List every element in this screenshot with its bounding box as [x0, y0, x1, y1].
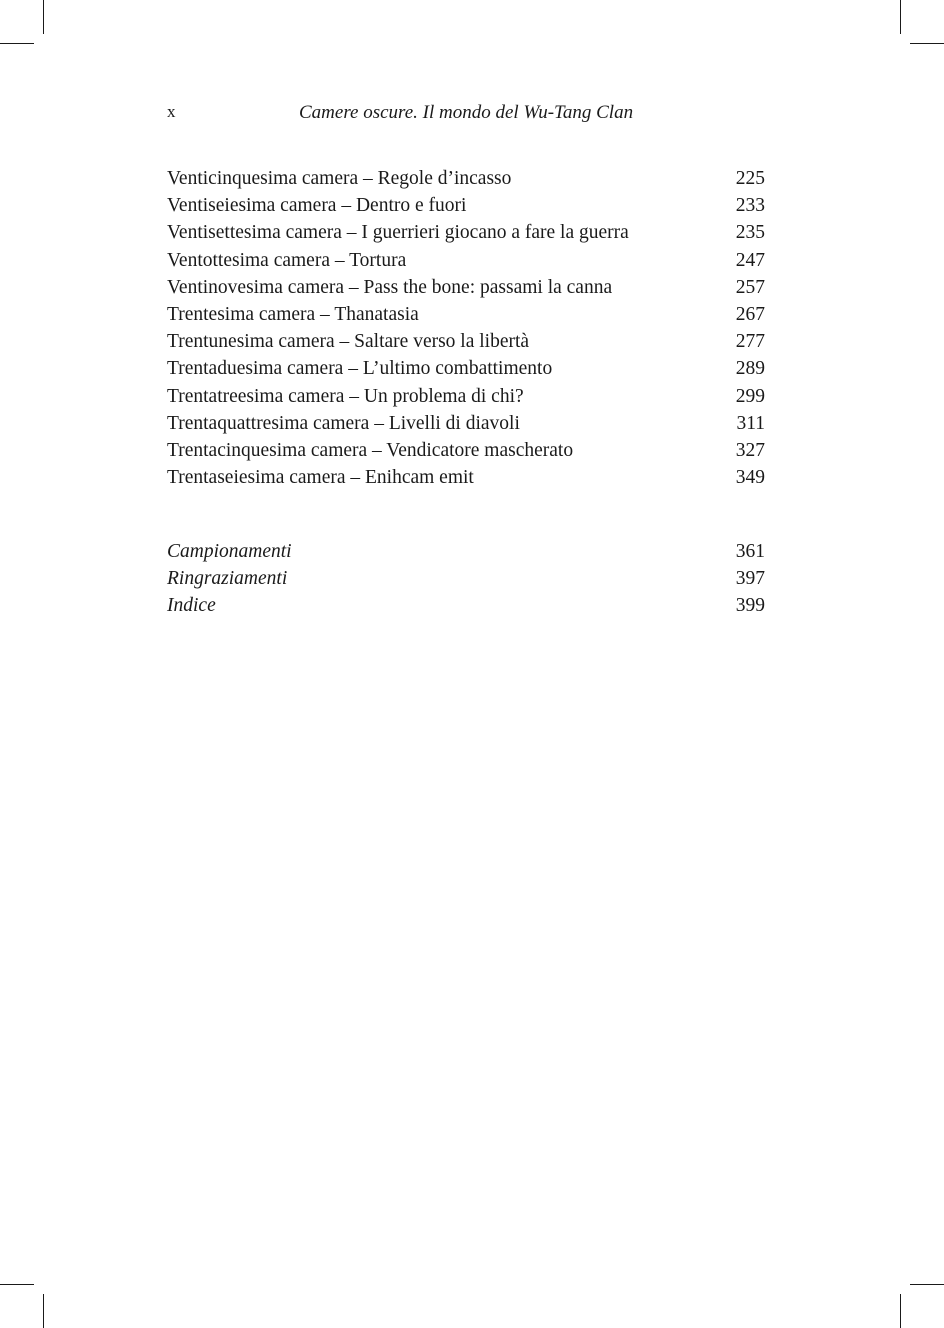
toc-entry-title: Venticinquesima camera – Regole d’incasso — [167, 168, 512, 189]
toc-back-entry — [167, 592, 765, 619]
toc-entry-title: Ventottesima camera – Tortura — [167, 249, 407, 271]
book-title: Camere oscure. Il mondo del Wu-Tang Clan — [299, 102, 634, 123]
toc-back-entry-page: 399 — [735, 595, 765, 617]
toc-back-entry — [167, 538, 765, 565]
crop-mark-bottom-right-horizontal — [910, 1284, 944, 1285]
toc-entry — [167, 219, 765, 246]
toc-entry-page: 257 — [735, 276, 765, 298]
toc-entry — [167, 274, 765, 301]
crop-mark-top-left-horizontal — [0, 43, 34, 44]
toc-entry — [167, 192, 765, 219]
toc-back-entry-page: 397 — [735, 568, 765, 590]
toc-entry — [167, 328, 765, 355]
toc-entry — [167, 247, 765, 274]
toc-back-entry — [167, 565, 765, 592]
toc-entry-title: Trentacinquesima camera – Vendicatore mascherato — [167, 439, 574, 461]
toc-entry — [167, 383, 765, 410]
toc-entry — [167, 165, 765, 192]
toc-entry-title: Trentatreesima camera – Un problema di chi? — [167, 385, 524, 407]
toc-back-entry-title: Ringraziamenti — [167, 568, 288, 590]
toc-entry-title: Ventinovesima camera – Pass the bone: passami la canna — [167, 276, 613, 298]
toc-back-matter-list — [167, 538, 765, 620]
toc-entry-page: 267 — [735, 303, 765, 325]
page-folio: x — [167, 102, 177, 121]
toc-entry-page: 299 — [735, 385, 765, 407]
toc-entry-page: 289 — [735, 358, 765, 380]
toc-entry — [167, 301, 765, 328]
running-head — [167, 102, 765, 128]
toc-entry-page: 225 — [735, 168, 765, 189]
toc-entry-page: 233 — [735, 195, 765, 217]
toc-entry-page: 277 — [735, 331, 765, 353]
toc-entry-page: 349 — [735, 467, 765, 489]
crop-mark-top-right-vertical — [900, 0, 901, 34]
toc-back-entry-title: Campionamenti — [167, 541, 292, 562]
toc-entry-title: Ventisettesima camera – I guerrieri giocano a fare la guerra — [167, 222, 629, 244]
toc-entry-title: Trentaduesima camera – L’ultimo combattimento — [167, 358, 553, 380]
toc-entry-page: 311 — [736, 412, 765, 434]
toc-entry-title: Trentaquattresima camera – Livelli di diavoli — [167, 412, 520, 434]
toc-entry — [167, 464, 765, 491]
toc-entry-title: Ventiseiesima camera – Dentro e fuori — [167, 195, 467, 217]
toc-entry — [167, 355, 765, 382]
toc-entry — [167, 437, 765, 464]
toc-back-entry-title: Indice — [167, 595, 216, 617]
toc-entry-title: Trentunesima camera – Saltare verso la libertà — [167, 331, 530, 353]
toc-back-entry-page: 361 — [735, 541, 765, 562]
crop-mark-bottom-left-vertical — [43, 1294, 44, 1328]
toc-entry-page: 235 — [735, 222, 765, 244]
toc-chapter-list — [167, 165, 765, 491]
crop-mark-top-left-vertical — [43, 0, 44, 34]
toc-entry — [167, 410, 765, 437]
crop-mark-bottom-right-vertical — [900, 1294, 901, 1328]
crop-mark-bottom-left-horizontal — [0, 1284, 34, 1285]
toc-entry-title: Trentaseiesima camera – Enihcam emit — [167, 467, 474, 489]
crop-mark-top-right-horizontal — [910, 43, 944, 44]
toc-entry-page: 327 — [735, 439, 765, 461]
toc-entry-page: 247 — [735, 249, 765, 271]
toc-entry-title: Trentesima camera – Thanatasia — [167, 303, 419, 325]
